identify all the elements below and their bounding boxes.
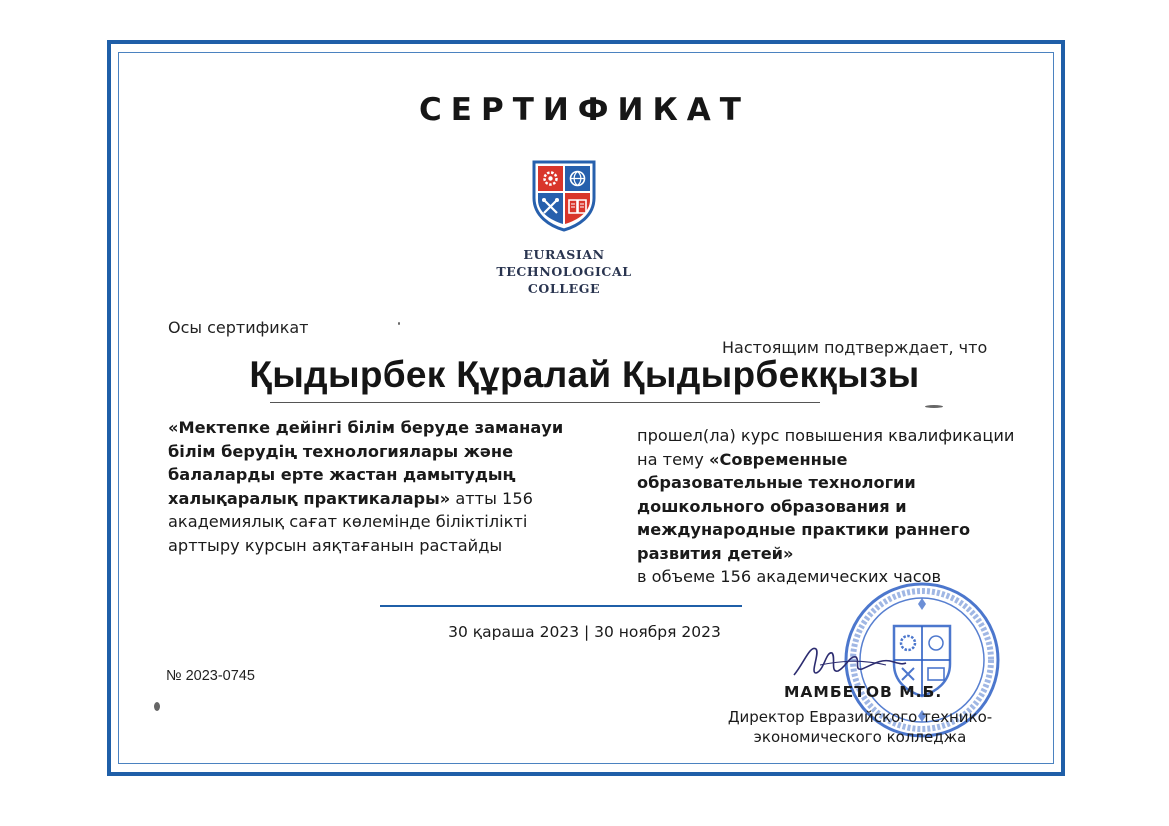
name-underline	[270, 402, 820, 403]
logo-line-2: TECHNOLOGICAL	[496, 264, 632, 279]
certificate-number: № 2023-0745	[166, 668, 255, 684]
issue-date: 30 қараша 2023 | 30 ноября 2023	[448, 623, 721, 641]
recipient-name: Қыдырбек Құралай Қыдырбекқызы	[249, 354, 920, 395]
scan-speck	[154, 702, 160, 711]
logo-line-3: COLLEGE	[527, 281, 601, 296]
course-lead-ru: прошел(ла) курс повышения квалификации на тему	[637, 426, 1015, 469]
course-details-ru: в объеме 156 академических часов	[637, 567, 942, 586]
date-divider	[380, 605, 742, 607]
intro-text-ru: Настоящим подтверждает, что	[722, 338, 988, 357]
course-details-kz: атты 156 академиялық сағат көлемінде біліктілікті арттыру курсын аяқтағанын растайды	[168, 488, 533, 555]
logo-line-1: EURASIAN	[523, 247, 605, 262]
course-description-ru	[637, 424, 1017, 589]
course-description-kz	[168, 416, 568, 557]
college-logo-text	[480, 246, 648, 297]
course-title-kz: «Мектепке дейінгі білім беруде заманауи білім берудің технологиялары және балаларды ерте жастан дамытудың халықаралық практикалары»	[168, 418, 564, 508]
scan-speck	[925, 405, 943, 408]
certificate-title: СЕРТИФИКАТ	[419, 92, 750, 128]
director-signature-icon	[790, 635, 910, 685]
course-title-ru: «Современные образовательные технологии дошкольного образования и международные практики раннего развития детей»	[637, 449, 971, 563]
director-title-line-1: Директор Евразийского технико-	[727, 708, 993, 726]
intro-text-kz: Осы сертификат	[168, 318, 309, 337]
director-title-line-2: экономического колледжа	[753, 728, 967, 746]
scan-speck	[398, 322, 400, 325]
director-title	[690, 707, 1030, 747]
director-name: МАМБЕТОВ М.Б.	[784, 683, 943, 701]
college-shield-icon	[532, 160, 596, 232]
